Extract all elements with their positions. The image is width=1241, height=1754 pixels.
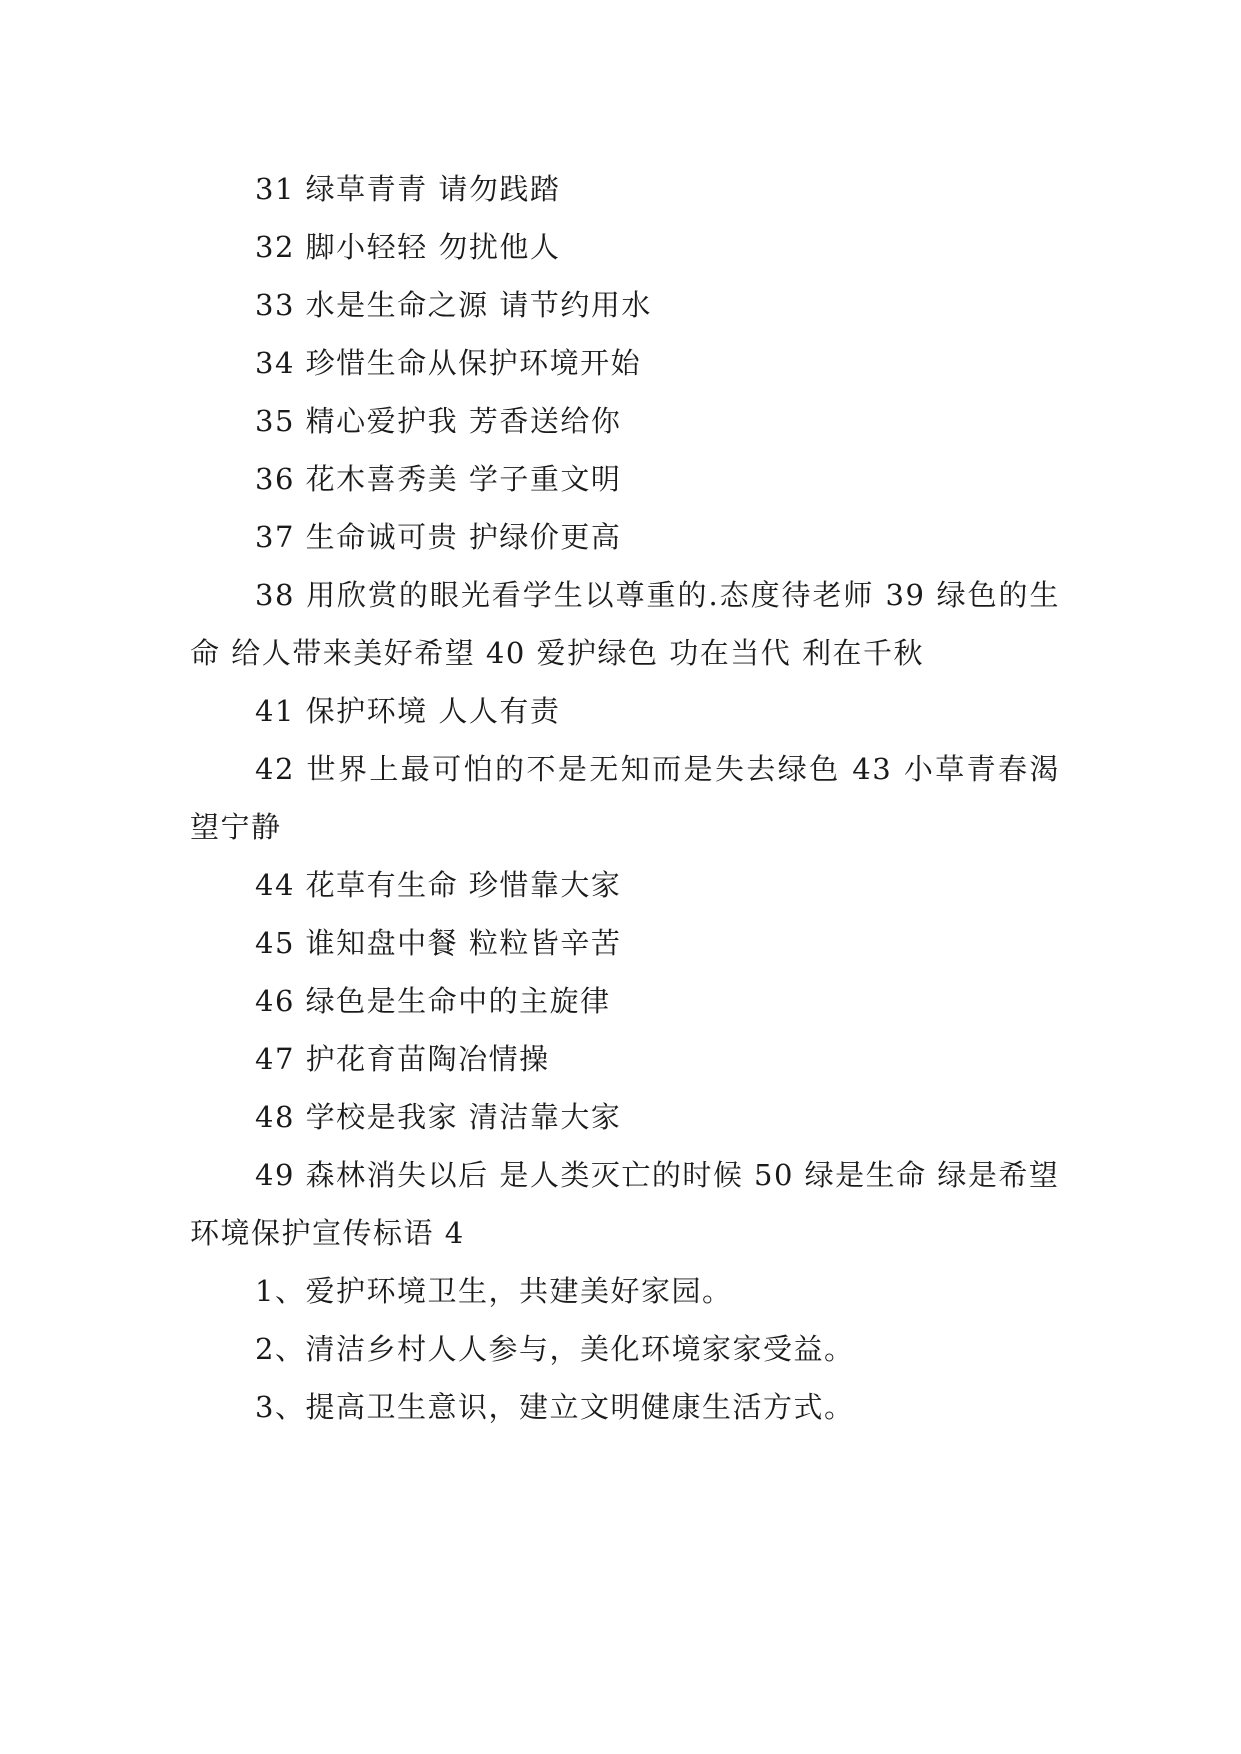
slogan-line-31: 31 绿草青青 请勿践踏 <box>255 172 561 206</box>
numbered-slogan-2: 2、清洁乡村人人参与，美化环境家家受益。 <box>255 1332 855 1366</box>
slogan-line-37: 37 生命诚可贵 护绿价更高 <box>255 520 622 554</box>
slogan-line-34: 34 珍惜生命从保护环境开始 <box>255 346 642 380</box>
numbered-slogan-1: 1、爱护环境卫生，共建美好家园。 <box>255 1274 733 1308</box>
slogan-line-47: 47 护花育苗陶冶情操 <box>255 1042 550 1076</box>
slogan-line-33: 33 水是生命之源 请节约用水 <box>255 288 652 322</box>
slogan-line-36: 36 花木喜秀美 学子重文明 <box>255 462 622 496</box>
slogan-line-44: 44 花草有生命 珍惜靠大家 <box>255 868 622 902</box>
slogan-line-45: 45 谁知盘中餐 粒粒皆辛苦 <box>255 926 622 960</box>
section-heading: 环境保护宣传标语 4 <box>190 1216 465 1250</box>
slogan-paragraph-49-50: 49 森林消失以后 是人类灭亡的时候 50 绿是生命 绿是希望 <box>255 1158 1060 1192</box>
slogan-line-48: 48 学校是我家 清洁靠大家 <box>255 1100 622 1134</box>
slogan-line-46: 46 绿色是生命中的主旋律 <box>255 984 611 1018</box>
slogan-paragraph-38-40: 38 用欣赏的眼光看学生以尊重的.态度待老师 39 绿色的生命 给人带来美好希望 40 爱护绿色 功在当代 利在千秋 <box>190 578 1060 670</box>
document-body <box>190 160 1060 1436</box>
slogan-line-35: 35 精心爱护我 芳香送给你 <box>255 404 622 438</box>
slogan-line-41: 41 保护环境 人人有责 <box>255 694 561 728</box>
slogan-paragraph-42-43: 42 世界上最可怕的不是无知而是失去绿色 43 小草青春渴望宁静 <box>190 752 1060 844</box>
numbered-slogan-3: 3、提高卫生意识，建立文明健康生活方式。 <box>255 1390 855 1424</box>
slogan-line-32: 32 脚小轻轻 勿扰他人 <box>255 230 561 264</box>
